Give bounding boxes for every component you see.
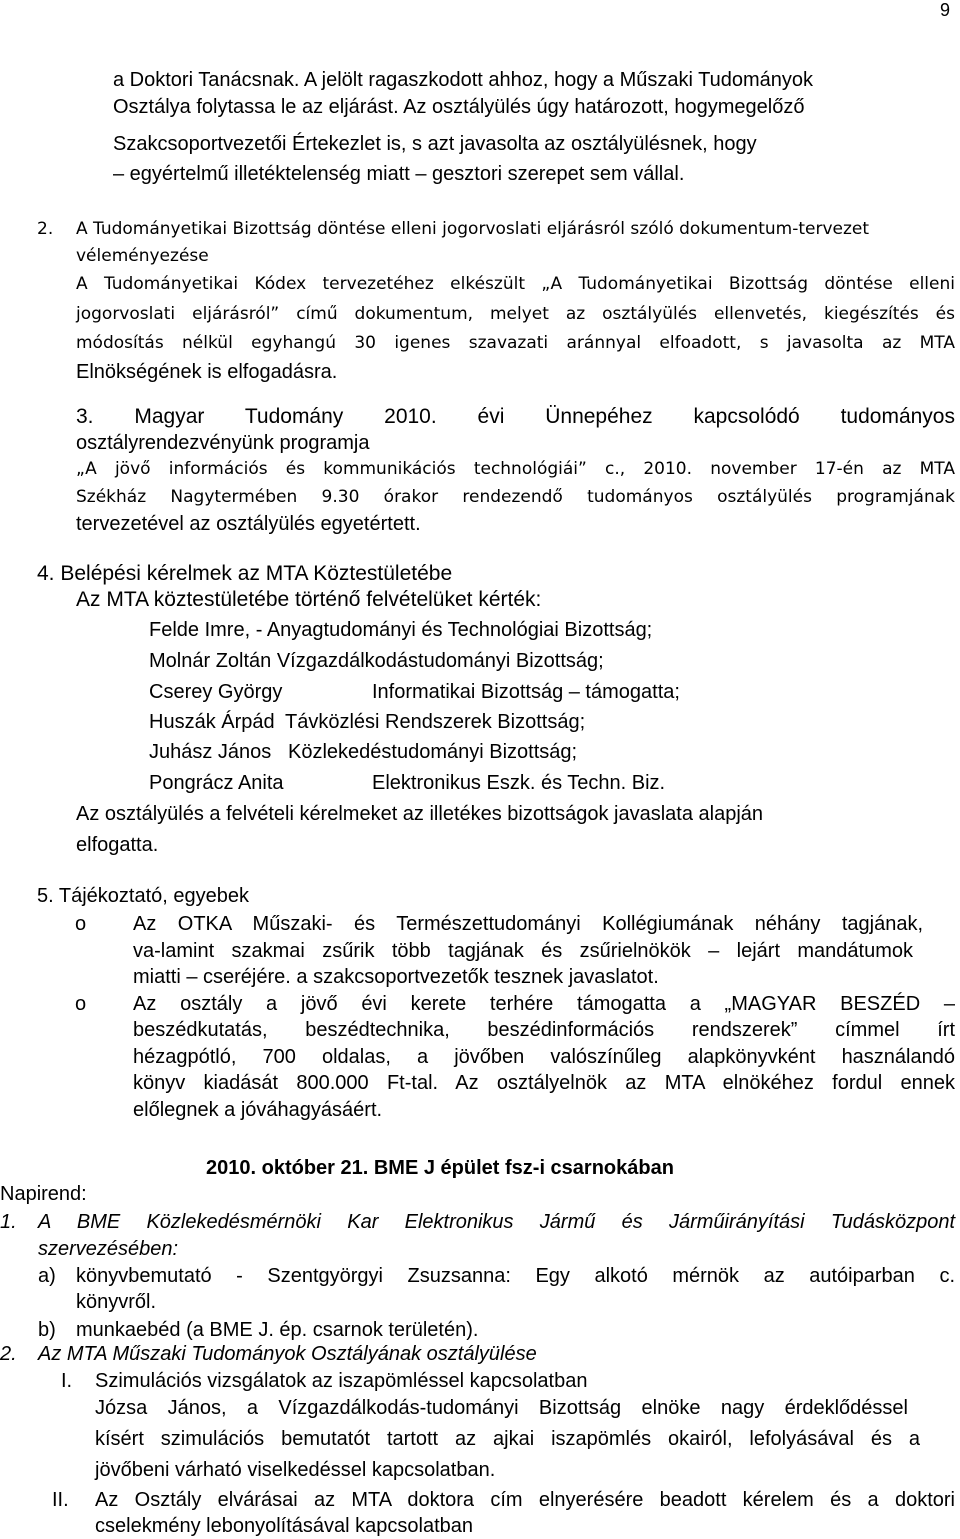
agenda-item-title: szervezésében: (38, 1238, 179, 1260)
section-title: 5. Tájékoztató, egyebek (37, 885, 249, 907)
section-title: A Tudományetikai Bizottság döntése elleni jogorvoslati eljárásról szóló dokumentum-tervezet (76, 219, 870, 239)
item-number: 2. (37, 219, 54, 239)
applicants-intro: Az MTA köztestületébe történő felvételüket kérték: (76, 588, 542, 611)
sub-item-text: munkaebéd (a BME J. ép. csarnok területén). (76, 1319, 479, 1341)
applicant-name: Pongrácz Anita (149, 772, 284, 794)
applicant-committee: Elektronikus Eszk. és Techn. Biz. (372, 772, 666, 794)
bullet-line: Az OTKA Műszaki- és Természettudományi Kollégiumának néhány tagjának, (133, 913, 923, 935)
agenda-number: 2. (0, 1343, 17, 1365)
bullet-line: hézagpótló, 700 oldalas, a jövőben valószínűleg alapkönyvként használandó (133, 1046, 955, 1068)
intro-line: a Doktori Tanácsnak. A jelölt ragaszkodott ahhoz, hogy a Műszaki Tudományok (113, 69, 814, 91)
bullet-line: előlegnek a jóváhagyásáért. (133, 1099, 383, 1121)
bullet-line: Az osztály a jövő évi kerete terhére támogatta a „MAGYAR BESZÉD – (133, 993, 955, 1015)
applicant-committee: Informatikai Bizottság – támogatta; (372, 681, 680, 703)
applicant-committee: Közlekedéstudományi Bizottság; (288, 741, 578, 763)
intro-line: – egyértelmű illetéktelenség miatt – gesztori szerepet sem vállal. (113, 163, 685, 185)
bullet-line: beszédkutatás, beszédtechnika, beszédinformációs rendszerek” címmel írt (133, 1019, 955, 1041)
conclusion-line: elfogatta. (76, 834, 159, 856)
roman-title: cselekmény lebonyolításával kapcsolatban (95, 1515, 473, 1537)
intro-line: Osztálya folytassa le az eljárást. Az osztályülés úgy határozott, hogymegelőző (113, 96, 805, 118)
applicant-name: Huszák Árpád (149, 711, 275, 733)
section-title: 3. Magyar Tudomány 2010. évi Ünnepéhez kapcsolódó tudományos (76, 405, 955, 428)
bullet-line: könyv kiadását 800.000 Ft-tal. Az osztályelnök az MTA elnökéhez fordul ennek (133, 1072, 955, 1094)
applicant-name: Juhász János (149, 741, 272, 763)
bullet-marker: o (75, 913, 87, 935)
conclusion-line: Az osztályülés a felvételi kérelmeket az illetékes bizottságok javaslata alapján (76, 803, 764, 825)
applicant-committee: Távközlési Rendszerek Bizottság; (285, 711, 586, 733)
applicant-name: Cserey György (149, 681, 283, 703)
roman-label: II. (52, 1489, 69, 1511)
body-line: „A jövő információs és kommunikációs technológiái” c., 2010. november 17-én az MTA (76, 459, 955, 479)
bullet-line: miatti – cseréjére. a szakcsoportvezetők tesznek javaslatot. (133, 966, 659, 988)
bullet-line: va-lamint szakmai zsűrik több tagjának és zsűrielnökök – lejárt mandátumok (133, 940, 913, 962)
bullet-marker: o (75, 993, 87, 1015)
applicant-name: Molnár Zoltán Vízgazdálkodástudományi Bizottság; (149, 650, 604, 672)
sub-item-text: könyvről. (76, 1291, 157, 1313)
sub-item-label: a) (38, 1265, 56, 1287)
body-line: jogorvoslati eljárásról” című dokumentum, melyet az osztályülés ellenvetés, kiegészítés és (76, 304, 955, 324)
sub-item-label: b) (38, 1319, 56, 1341)
section-title: véleményezése (76, 246, 209, 266)
agenda-item-title: A BME Közlekedésmérnöki Kar Elektronikus Jármű és Járműirányítási Tudásközpont (38, 1211, 955, 1233)
body-line: tervezetével az osztályülés egyetértett. (76, 513, 421, 535)
agenda-label: Napirend: (0, 1183, 87, 1205)
roman-body: kísért szimulációs bemutatót tartott az ajkai iszapömlés okairól, lefolyásával és a (95, 1428, 920, 1450)
agenda-number: 1. (0, 1211, 17, 1233)
roman-body: Józsa János, a Vízgazdálkodás-tudományi Bizottság elnöke nagy érdeklődéssel (95, 1397, 908, 1419)
applicant-name: Felde Imre, - Anyagtudományi és Technológiai Bizottság; (149, 619, 653, 641)
roman-title: Szimulációs vizsgálatok az iszapömléssel kapcsolatban (95, 1370, 588, 1392)
page-number: 9 (940, 0, 951, 20)
sub-item-text: könyvbemutató - Szentgyörgyi Zsuzsanna: Egy alkotó mérnök az autóiparban c. (76, 1265, 955, 1287)
meeting-heading: 2010. október 21. BME J épület fsz-i csarnokában (206, 1157, 674, 1179)
agenda-item-title: Az MTA Műszaki Tudományok Osztályának osztályülése (38, 1343, 537, 1365)
intro-line: Szakcsoportvezetői Értekezlet is, s azt javasolta az osztályülésnek, hogy (113, 133, 757, 155)
body-line: módosítás nélkül egyhangú 30 igenes szavazati aránnyal elfoadott, s javasolta az MTA (76, 333, 955, 353)
roman-label: I. (61, 1370, 73, 1392)
roman-body: jövőbeni várható viselkedéssel kapcsolatban. (95, 1459, 496, 1481)
roman-title: Az Osztály elvárásai az MTA doktora cím elnyerésére beadott kérelem és a doktori (95, 1489, 955, 1511)
body-line: A Tudományetikai Kódex tervezetéhez elkészült „A Tudományetikai Bizottság döntése elleni (76, 274, 955, 294)
body-line: Székház Nagytermében 9.30 órakor rendezendő tudományos osztályülés programjának (76, 487, 955, 507)
body-line: Elnökségének is elfogadásra. (76, 361, 338, 383)
section-title: osztályrendezvényünk programja (76, 432, 370, 454)
section-title: 4. Belépési kérelmek az MTA Köztestületébe (37, 562, 453, 585)
